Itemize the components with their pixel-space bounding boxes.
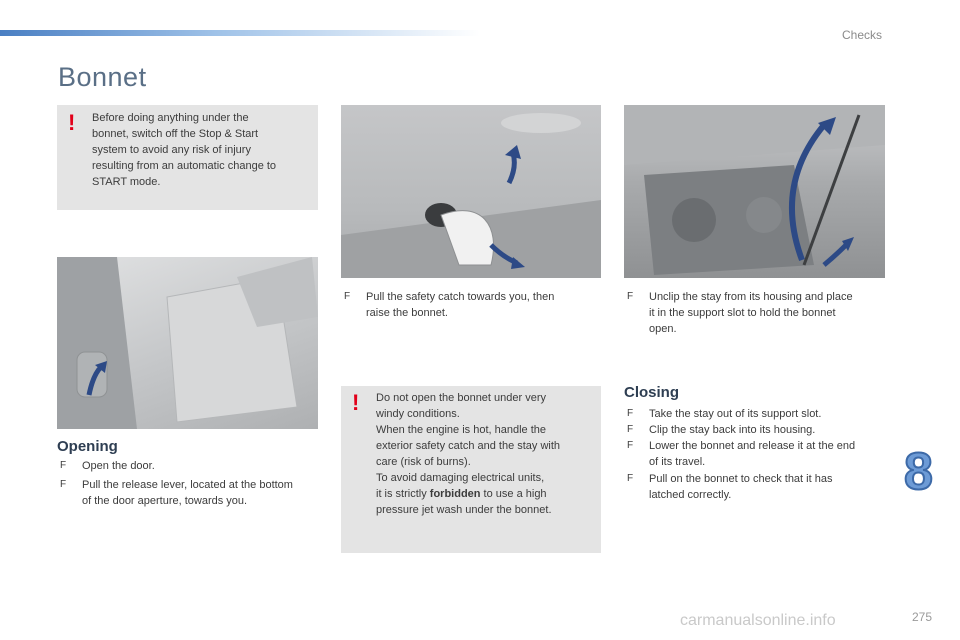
opening-step-1: F Open the door. (60, 460, 155, 472)
closing-step-3: F Lower the bonnet and release it at the end of its travel. (627, 440, 856, 468)
page-title: Bonnet (58, 62, 147, 92)
bullet-marker: F (60, 460, 67, 471)
bullet-marker: F (627, 291, 634, 302)
warning-icon: ! (68, 110, 76, 135)
release-lever-drawing (57, 257, 318, 429)
page-number: 275 (912, 610, 933, 624)
closing-step-4: F Pull on the bonnet to check that it has latched correctly. (627, 473, 833, 501)
opening-step-2: F Pull the release lever, located at the bottom of the door aperture, towards you. (60, 479, 293, 507)
closing-step-1: F Take the stay out of its support slot. (627, 408, 822, 420)
chapter-number: 8 (904, 443, 933, 501)
bullet-marker: F (60, 479, 67, 490)
section-title: Checks (842, 28, 883, 42)
bullet-marker: F (344, 291, 351, 302)
warning-text-windy: Do not open the bonnet under very windy conditions. When the engine is hot, handle the exterior safety catch and the stay with care (risk of burns). To avoid damaging electrical units, it is strictly forbidden to use a high pressure jet wash under the bonnet. (376, 392, 561, 516)
release-lever-illustration (57, 257, 318, 429)
opening-heading: Opening (57, 438, 118, 455)
bullet-marker: F (627, 473, 634, 484)
bullet-marker: F (627, 440, 634, 451)
warning-icon: ! (352, 390, 360, 415)
watermark: carmanualsonline.info (680, 612, 836, 629)
closing-heading: Closing (624, 384, 679, 401)
safety-catch-drawing (341, 105, 601, 278)
safety-catch-illustration (341, 105, 601, 278)
bonnet-stay-illustration (624, 105, 885, 278)
bullet-marker: F (627, 424, 634, 435)
header-accent-bar (0, 30, 480, 36)
safety-catch-step: F Pull the safety catch towards you, then raise the bonnet. (344, 291, 555, 319)
bonnet-stay-drawing (624, 105, 885, 278)
closing-step-2: F Clip the stay back into its housing. (627, 424, 816, 436)
unclip-stay-step: F Unclip the stay from its housing and place it in the support slot to hold the bonnet open. (627, 291, 853, 335)
warning-text-stop-start: Before doing anything under the bonnet, switch off the Stop & Start system to avoid any risk of injury resulting from an automatic change to START mode. (92, 112, 277, 188)
bullet-marker: F (627, 408, 634, 419)
